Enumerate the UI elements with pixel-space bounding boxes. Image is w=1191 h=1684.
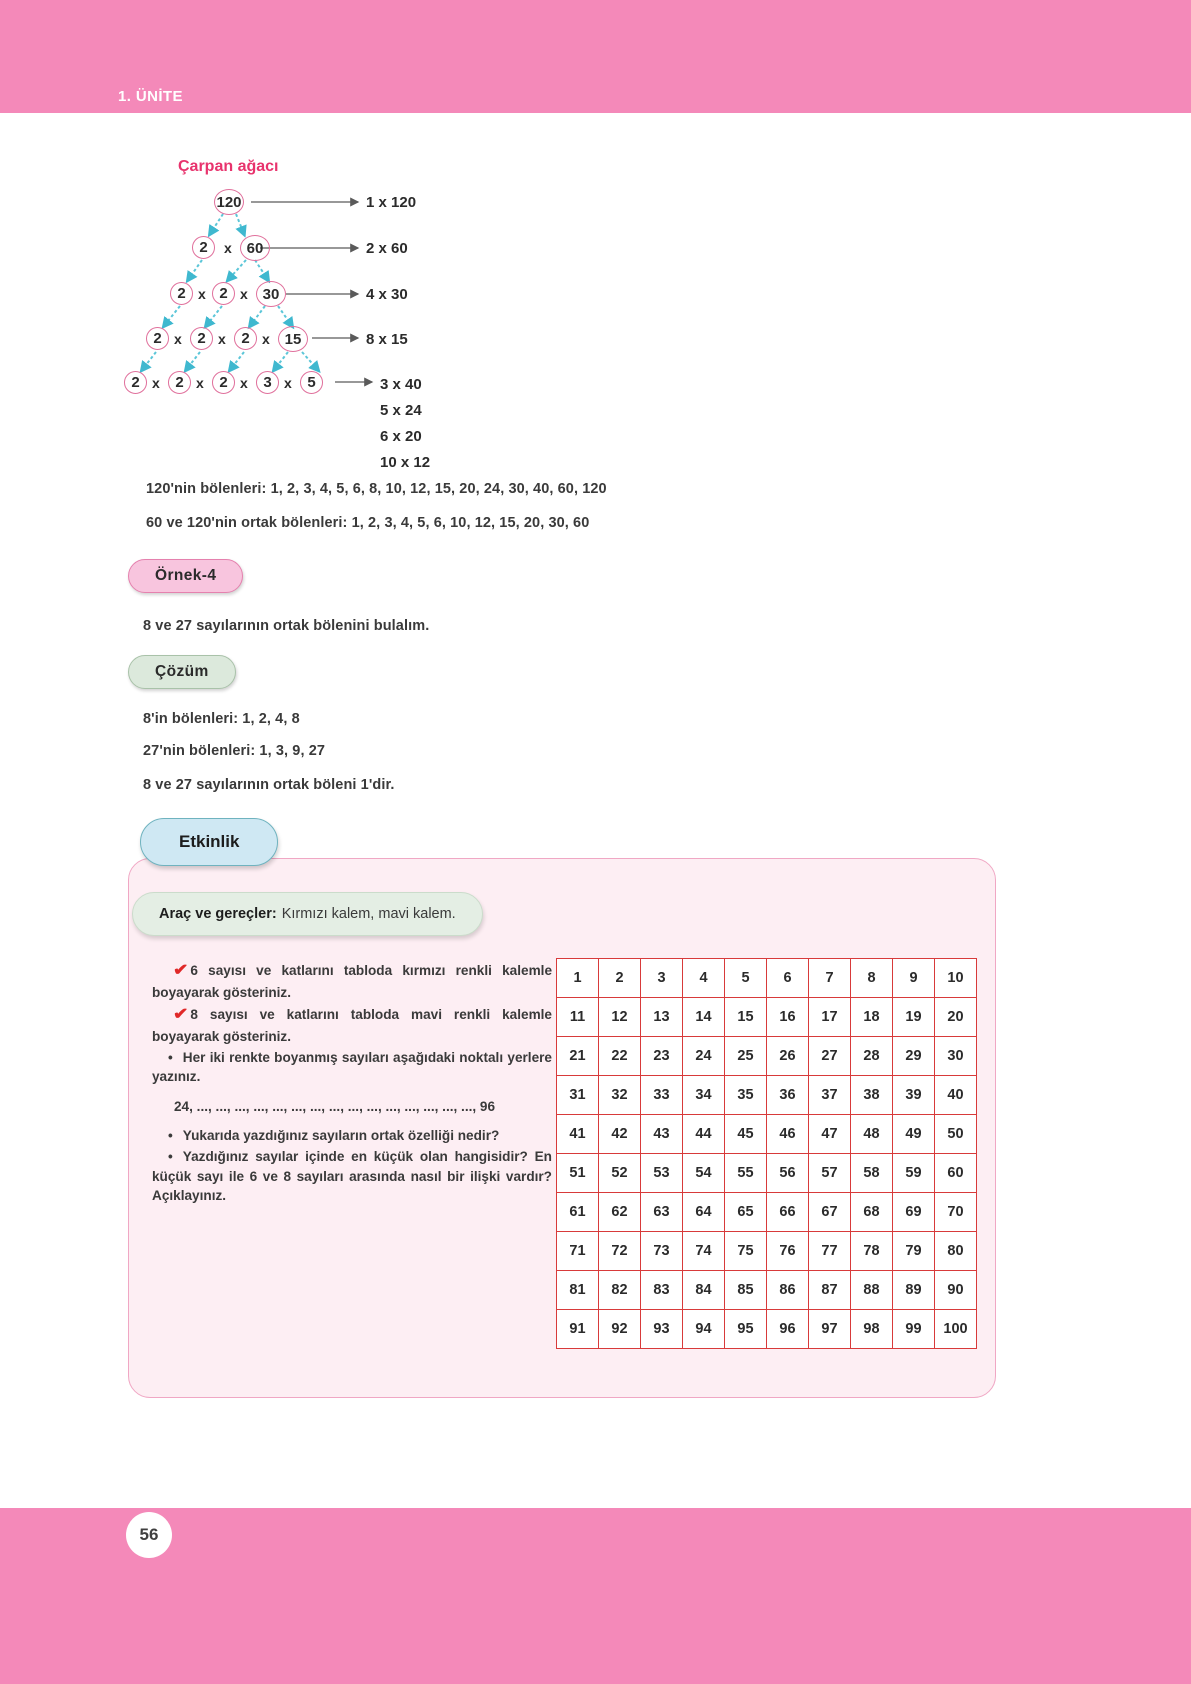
chart-cell[interactable]: 43: [641, 1115, 683, 1154]
chart-cell[interactable]: 88: [851, 1271, 893, 1310]
chart-cell[interactable]: 34: [683, 1076, 725, 1115]
chart-cell[interactable]: 44: [683, 1115, 725, 1154]
chart-cell[interactable]: 50: [935, 1115, 977, 1154]
tree-node: 120: [214, 189, 244, 215]
check-icon: ✔: [172, 1006, 189, 1024]
tree-extra-result: 10 x 12: [380, 454, 431, 471]
table-row: [557, 1193, 977, 1232]
chart-cell[interactable]: 71: [557, 1232, 599, 1271]
tree-operator: x: [218, 331, 226, 347]
chart-cell[interactable]: 94: [683, 1310, 725, 1349]
chart-cell[interactable]: 11: [557, 998, 599, 1037]
tree-node: 2: [170, 282, 193, 305]
chart-cell[interactable]: 93: [641, 1310, 683, 1349]
solution-badge: Çözüm: [128, 655, 236, 689]
table-row: [557, 1271, 977, 1310]
chart-cell[interactable]: 87: [809, 1271, 851, 1310]
instruction-step-5: • Yazdığınız sayılar içinde en küçük olan hangisidir? En küçük sayı ile 6 ve 8 sayıları arasında nasıl bir ilişki vardır? Açıklayınız.: [152, 1149, 552, 1203]
chart-cell[interactable]: 65: [725, 1193, 767, 1232]
tree-result: 4 x 30: [366, 286, 408, 303]
chart-cell[interactable]: 79: [893, 1232, 935, 1271]
chart-cell[interactable]: 55: [725, 1154, 767, 1193]
chart-cell[interactable]: 46: [767, 1115, 809, 1154]
instruction-blank-line: 24, ..., ..., ..., ..., ..., ..., ..., ..., ..., ..., ..., ..., ..., ..., ..., 96: [174, 1098, 496, 1114]
tools-value: Kırmızı kalem, mavi kalem.: [281, 906, 456, 922]
chart-cell[interactable]: 37: [809, 1076, 851, 1115]
tree-operator: x: [198, 286, 206, 302]
example-badge: Örnek-4: [128, 559, 243, 593]
chart-cell[interactable]: 2: [599, 959, 641, 998]
activity-tools: [132, 892, 483, 936]
chart-cell[interactable]: 38: [851, 1076, 893, 1115]
chart-cell[interactable]: 52: [599, 1154, 641, 1193]
tree-node: 5: [300, 371, 323, 394]
chart-cell[interactable]: 73: [641, 1232, 683, 1271]
table-row: [557, 959, 977, 998]
chart-cell[interactable]: 27: [809, 1037, 851, 1076]
divisor-line-common: 60 ve 120'nin ortak bölenleri: 1, 2, 3, 4, 5, 6, 10, 12, 15, 20, 30, 60: [146, 515, 590, 531]
chart-cell[interactable]: 36: [767, 1076, 809, 1115]
instruction-step-2: ✔ 8 sayısı ve katlarını tabloda mavi renkli kalemle boyayarak gösteriniz.: [152, 1006, 552, 1044]
chart-cell[interactable]: 83: [641, 1271, 683, 1310]
table-row: [557, 1037, 977, 1076]
tree-node: 2: [212, 282, 235, 305]
chart-cell[interactable]: 51: [557, 1154, 599, 1193]
chart-cell[interactable]: 96: [767, 1310, 809, 1349]
chart-cell[interactable]: 10: [935, 959, 977, 998]
tree-operator: x: [262, 331, 270, 347]
chart-cell[interactable]: 76: [767, 1232, 809, 1271]
chart-cell[interactable]: 5: [725, 959, 767, 998]
chart-cell[interactable]: 29: [893, 1037, 935, 1076]
chart-cell[interactable]: 84: [683, 1271, 725, 1310]
tree-operator: x: [240, 375, 248, 391]
tree-operator: x: [196, 375, 204, 391]
chart-cell[interactable]: 54: [683, 1154, 725, 1193]
chart-cell[interactable]: 72: [599, 1232, 641, 1271]
chart-cell[interactable]: 4: [683, 959, 725, 998]
tree-node: 2: [190, 327, 213, 350]
tree-node: 15: [278, 326, 308, 352]
chart-cell[interactable]: 91: [557, 1310, 599, 1349]
factor-tree-diagram: [120, 180, 680, 470]
tree-node: 30: [256, 281, 286, 307]
instruction-step-1: ✔ 6 sayısı ve katlarını tabloda kırmızı renkli kalemle boyayarak gösteriniz.: [152, 962, 552, 1000]
bullet-dot-icon: •: [168, 1127, 173, 1143]
activity-instructions: [152, 960, 552, 1207]
tree-operator: x: [174, 331, 182, 347]
chart-cell[interactable]: 32: [599, 1076, 641, 1115]
chart-cell[interactable]: 35: [725, 1076, 767, 1115]
chart-cell[interactable]: 86: [767, 1271, 809, 1310]
example-question: 8 ve 27 sayılarının ortak bölenini bulalım.: [143, 618, 430, 634]
chart-cell[interactable]: 90: [935, 1271, 977, 1310]
factor-tree-connectors: [120, 180, 680, 470]
chart-cell[interactable]: 31: [557, 1076, 599, 1115]
chart-cell[interactable]: 23: [641, 1037, 683, 1076]
chart-cell[interactable]: 13: [641, 998, 683, 1037]
bullet-dot-icon: •: [168, 1149, 173, 1165]
chart-cell[interactable]: 7: [809, 959, 851, 998]
chart-cell[interactable]: 19: [893, 998, 935, 1037]
chart-cell[interactable]: 42: [599, 1115, 641, 1154]
chart-cell[interactable]: 57: [809, 1154, 851, 1193]
chart-cell[interactable]: 17: [809, 998, 851, 1037]
tree-node: 3: [256, 371, 279, 394]
tree-result: 8 x 15: [366, 331, 408, 348]
table-row: [557, 1115, 977, 1154]
chart-cell[interactable]: 22: [599, 1037, 641, 1076]
table-row: [557, 1076, 977, 1115]
chart-cell[interactable]: 53: [641, 1154, 683, 1193]
chart-cell[interactable]: 75: [725, 1232, 767, 1271]
footer-band: [0, 1508, 1191, 1684]
chart-cell[interactable]: 3: [641, 959, 683, 998]
chart-cell[interactable]: 40: [935, 1076, 977, 1115]
tree-node: 2: [124, 371, 147, 394]
instruction-step-4: • Yukarıda yazdığınız sayıların ortak özelliği nedir?: [152, 1126, 552, 1145]
chart-cell[interactable]: 66: [767, 1193, 809, 1232]
chart-cell[interactable]: 99: [893, 1310, 935, 1349]
chart-cell[interactable]: 41: [557, 1115, 599, 1154]
tree-operator: x: [224, 240, 232, 256]
chart-cell[interactable]: 26: [767, 1037, 809, 1076]
tools-label: Araç ve gereçler:: [159, 906, 277, 922]
tree-node: 2: [192, 236, 215, 259]
chart-cell[interactable]: 47: [809, 1115, 851, 1154]
tree-result: 3 x 40: [380, 376, 422, 393]
hundred-chart-body: [557, 959, 977, 1349]
tree-node: 2: [234, 327, 257, 350]
bullet-dot-icon: •: [168, 1050, 173, 1066]
tree-operator: x: [152, 375, 160, 391]
chart-cell[interactable]: 6: [767, 959, 809, 998]
chart-cell[interactable]: 89: [893, 1271, 935, 1310]
chart-cell[interactable]: 98: [851, 1310, 893, 1349]
chart-cell[interactable]: 28: [851, 1037, 893, 1076]
chart-cell[interactable]: 97: [809, 1310, 851, 1349]
solution-line-1: 8'in bölenleri: 1, 2, 4, 8: [143, 711, 300, 727]
tree-node: 2: [168, 371, 191, 394]
chart-cell[interactable]: 85: [725, 1271, 767, 1310]
chart-cell[interactable]: 74: [683, 1232, 725, 1271]
tree-extra-result: 6 x 20: [380, 428, 422, 445]
divisor-line-120: 120'nin bölenleri: 1, 2, 3, 4, 5, 6, 8, 10, 12, 15, 20, 24, 30, 40, 60, 120: [146, 481, 607, 497]
chart-cell[interactable]: 1: [557, 959, 599, 998]
chart-cell[interactable]: 18: [851, 998, 893, 1037]
chart-cell[interactable]: 100: [935, 1310, 977, 1349]
factor-tree-title: Çarpan ağacı: [178, 158, 279, 175]
solution-line-2: 27'nin bölenleri: 1, 3, 9, 27: [143, 743, 326, 759]
instruction-step-3: • Her iki renkte boyanmış sayıları aşağıdaki noktalı yerlere yazınız.: [152, 1050, 552, 1085]
tree-extra-result: 5 x 24: [380, 402, 422, 419]
chart-cell[interactable]: 62: [599, 1193, 641, 1232]
chart-cell[interactable]: 78: [851, 1232, 893, 1271]
chart-cell[interactable]: 16: [767, 998, 809, 1037]
chart-cell[interactable]: 48: [851, 1115, 893, 1154]
chart-cell[interactable]: 67: [809, 1193, 851, 1232]
chart-cell[interactable]: 82: [599, 1271, 641, 1310]
tree-operator: x: [284, 375, 292, 391]
chart-cell[interactable]: 30: [935, 1037, 977, 1076]
chart-cell[interactable]: 49: [893, 1115, 935, 1154]
solution-line-3: 8 ve 27 sayılarının ortak böleni 1'dir.: [143, 777, 395, 793]
table-row: [557, 1154, 977, 1193]
chart-cell[interactable]: 80: [935, 1232, 977, 1271]
chart-cell[interactable]: 20: [935, 998, 977, 1037]
chart-cell[interactable]: 70: [935, 1193, 977, 1232]
unit-label: 1. ÜNİTE: [118, 88, 183, 105]
chart-cell[interactable]: 60: [935, 1154, 977, 1193]
chart-cell[interactable]: 24: [683, 1037, 725, 1076]
chart-cell[interactable]: 81: [557, 1271, 599, 1310]
table-row: [557, 1310, 977, 1349]
tree-node: 2: [212, 371, 235, 394]
chart-cell[interactable]: 61: [557, 1193, 599, 1232]
chart-cell[interactable]: 95: [725, 1310, 767, 1349]
page-number: 56: [126, 1512, 172, 1558]
chart-cell[interactable]: 68: [851, 1193, 893, 1232]
chart-cell[interactable]: 9: [893, 959, 935, 998]
chart-cell[interactable]: 56: [767, 1154, 809, 1193]
chart-cell[interactable]: 63: [641, 1193, 683, 1232]
chart-cell[interactable]: 92: [599, 1310, 641, 1349]
hundred-chart: [556, 958, 977, 1349]
chart-cell[interactable]: 25: [725, 1037, 767, 1076]
chart-cell[interactable]: 33: [641, 1076, 683, 1115]
chart-cell[interactable]: 15: [725, 998, 767, 1037]
chart-cell[interactable]: 69: [893, 1193, 935, 1232]
chart-cell[interactable]: 12: [599, 998, 641, 1037]
chart-cell[interactable]: 21: [557, 1037, 599, 1076]
chart-cell[interactable]: 39: [893, 1076, 935, 1115]
chart-cell[interactable]: 14: [683, 998, 725, 1037]
tree-node: 2: [146, 327, 169, 350]
chart-cell[interactable]: 64: [683, 1193, 725, 1232]
chart-cell[interactable]: 59: [893, 1154, 935, 1193]
activity-badge: Etkinlik: [140, 818, 278, 866]
table-row: [557, 998, 977, 1037]
tree-result: 1 x 120: [366, 194, 417, 211]
tree-node: 60: [240, 235, 270, 261]
chart-cell[interactable]: 58: [851, 1154, 893, 1193]
chart-cell[interactable]: 77: [809, 1232, 851, 1271]
table-row: [557, 1232, 977, 1271]
tree-operator: x: [240, 286, 248, 302]
tree-result: 2 x 60: [366, 240, 408, 257]
chart-cell[interactable]: 45: [725, 1115, 767, 1154]
chart-cell[interactable]: 8: [851, 959, 893, 998]
check-icon: ✔: [172, 962, 189, 979]
